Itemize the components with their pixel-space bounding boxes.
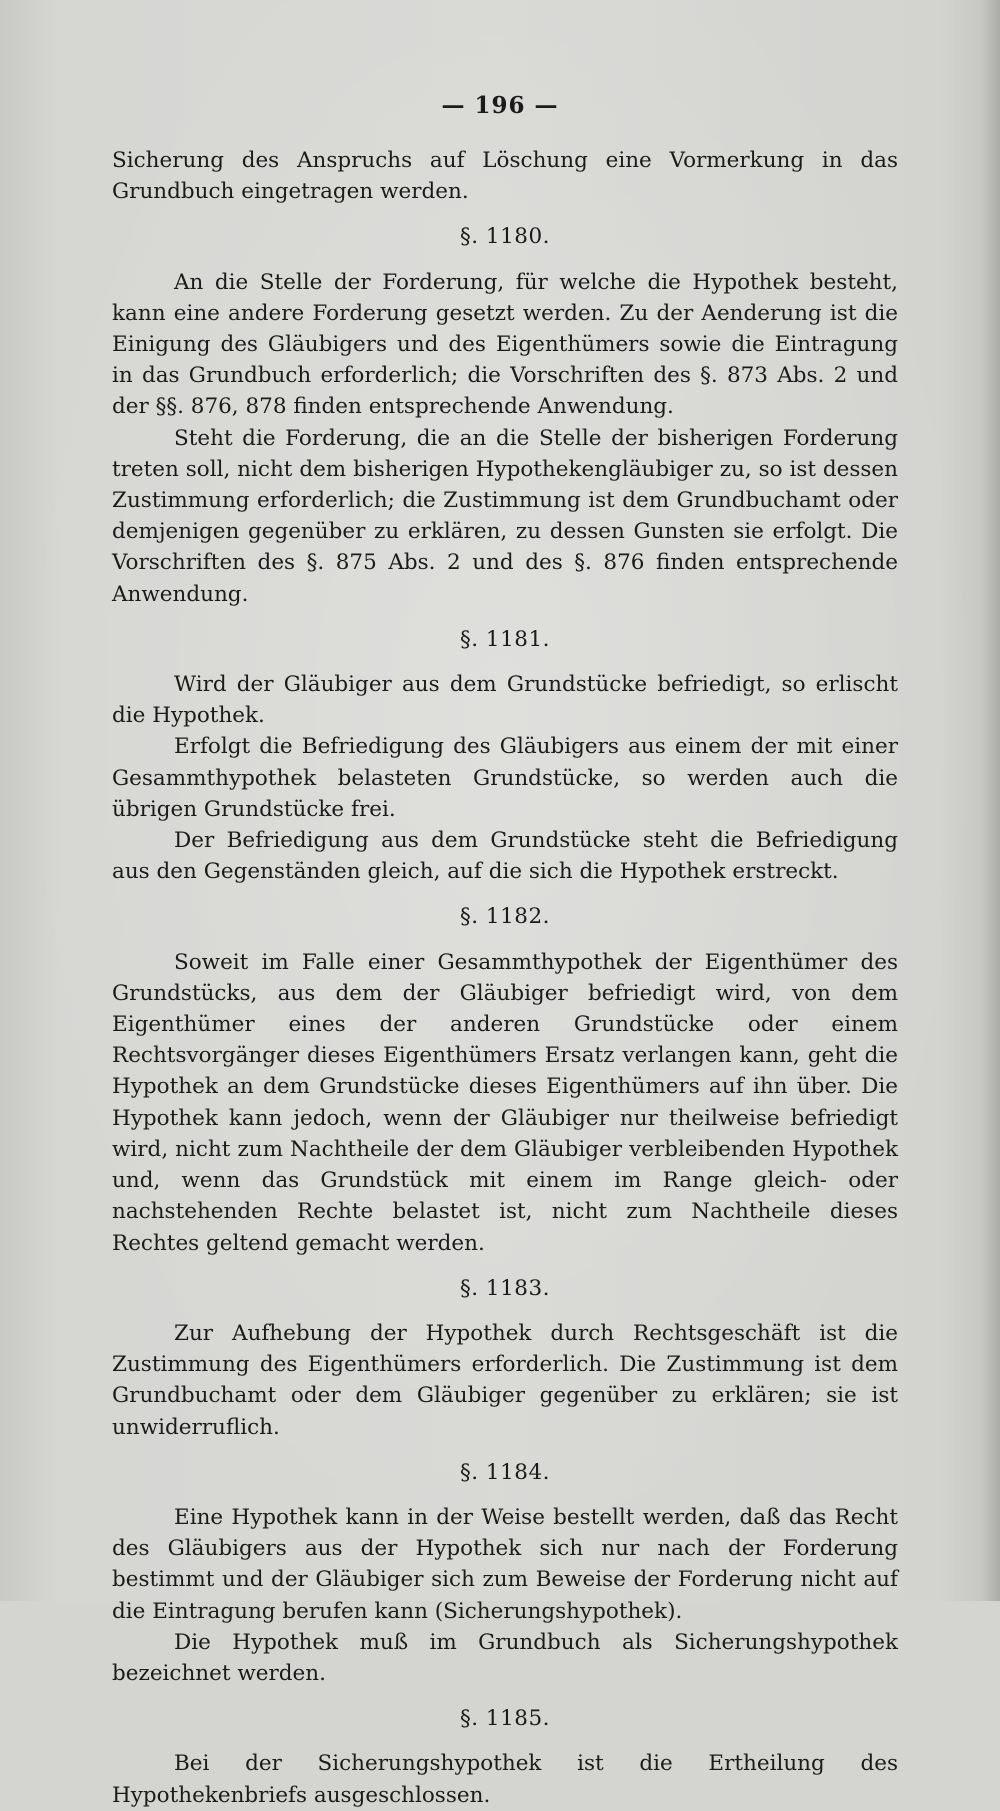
paragraph-1185-1: Bei der Sicherungshypothek ist die Ertheilung des Hypothekenbriefs ausgeschlossen. xyxy=(112,1751,898,1808)
section-heading-1180: §. 1180. xyxy=(460,224,550,250)
section-heading-1184: §. 1184. xyxy=(460,1459,550,1485)
section-heading-1183: §. 1183. xyxy=(460,1275,550,1301)
paragraph-1183-1: Zur Aufhebung der Hypothek durch Rechtsgeschäft ist die Zustimmung des Eigenthümers erforderlich. Die Zustimmung ist dem Grundbuchamt oder dem Gläubiger gegenüber zu erklären; sie ist unwiderruflich. xyxy=(112,1320,898,1440)
paragraph-1182-1: Soweit im Falle einer Gesammthypothek der Eigenthümer des Grundstücks, aus dem der Gläubiger befriedigt wird, von dem Eigenthümer eines der anderen Grundstücke oder einem Rechtsvorgänger dieses Eigenthümers Ersatz verlangen kann, geht die Hypothek an dem Grundstücke dieses Eigenthümers auf ihn über. Die Hypothek kann jedoch, wenn der Gläubiger nur theilweise befriedigt wird, nicht zum Nachtheile der dem Gläubiger verbleibenden Hypothek und, wenn das Grundstück mit einem im Range gleich- oder nachstehenden Rechte belastet ist, nicht zum Nachtheile dieses Rechtes geltend gemacht werden. xyxy=(112,949,898,1256)
paragraph-1180-1: An die Stelle der Forderung, für welche die Hypothek besteht, kann eine andere Forderung gesetzt werden. Zu der Aenderung ist die Einigung des Gläubigers und des Eigenthümers sowie die Eintragung in das Grundbuch erforderlich; die Vorschriften des §. 873 Abs. 2 und der §§. 876, 878 finden entsprechende Anwendung. xyxy=(112,269,898,420)
section-heading-1182: §. 1182. xyxy=(460,904,550,930)
text-body xyxy=(112,145,898,1811)
page-number: — 196 — xyxy=(441,92,559,119)
paragraph-1181-1: Wird der Gläubiger aus dem Grundstücke befriedigt, so erlischt die Hypothek. xyxy=(112,672,898,729)
paragraph-1181-2: Erfolgt die Befriedigung des Gläubigers aus einem der mit einer Gesammthypothek belasteten Grundstücke, so werden auch die übrigen Grundstücke frei. xyxy=(112,734,898,822)
page-edge-shadow xyxy=(982,0,1000,1601)
paragraph-1184-1: Eine Hypothek kann in der Weise bestellt werden, daß das Recht des Gläubigers aus der Hypothek sich nur nach der Forderung bestimmt und der Gläubiger sich zum Beweise der Forderung nicht auf die Eintragung berufen kann (Sicherungshypothek). xyxy=(112,1504,898,1624)
section-heading-1181: §. 1181. xyxy=(460,626,550,652)
section-heading-1185: §. 1185. xyxy=(460,1706,550,1732)
paragraph-continuation: Sicherung des Anspruchs auf Löschung eine Vormerkung in das Grundbuch eingetragen werden. xyxy=(112,148,898,205)
paragraph-1181-3: Der Befriedigung aus dem Grundstücke steht die Befriedigung aus den Gegenständen gleich, auf die sich die Hypothek erstreckt. xyxy=(112,828,898,885)
paragraph-1180-2: Steht die Forderung, die an die Stelle der bisherigen Forderung treten soll, nicht dem bisherigen Hypothekengläubiger zu, so ist dessen Zustimmung erforderlich; die Zustimmung ist dem Grundbuchamt oder demjenigen gegenüber zu erklären, zu dessen Gunsten sie erfolgt. Die Vorschriften des §. 875 Abs. 2 und des §. 876 finden entsprechende Anwendung. xyxy=(112,425,898,607)
paragraph-1184-2: Die Hypothek muß im Grundbuch als Sicherungshypothek bezeichnet werden. xyxy=(112,1629,898,1686)
